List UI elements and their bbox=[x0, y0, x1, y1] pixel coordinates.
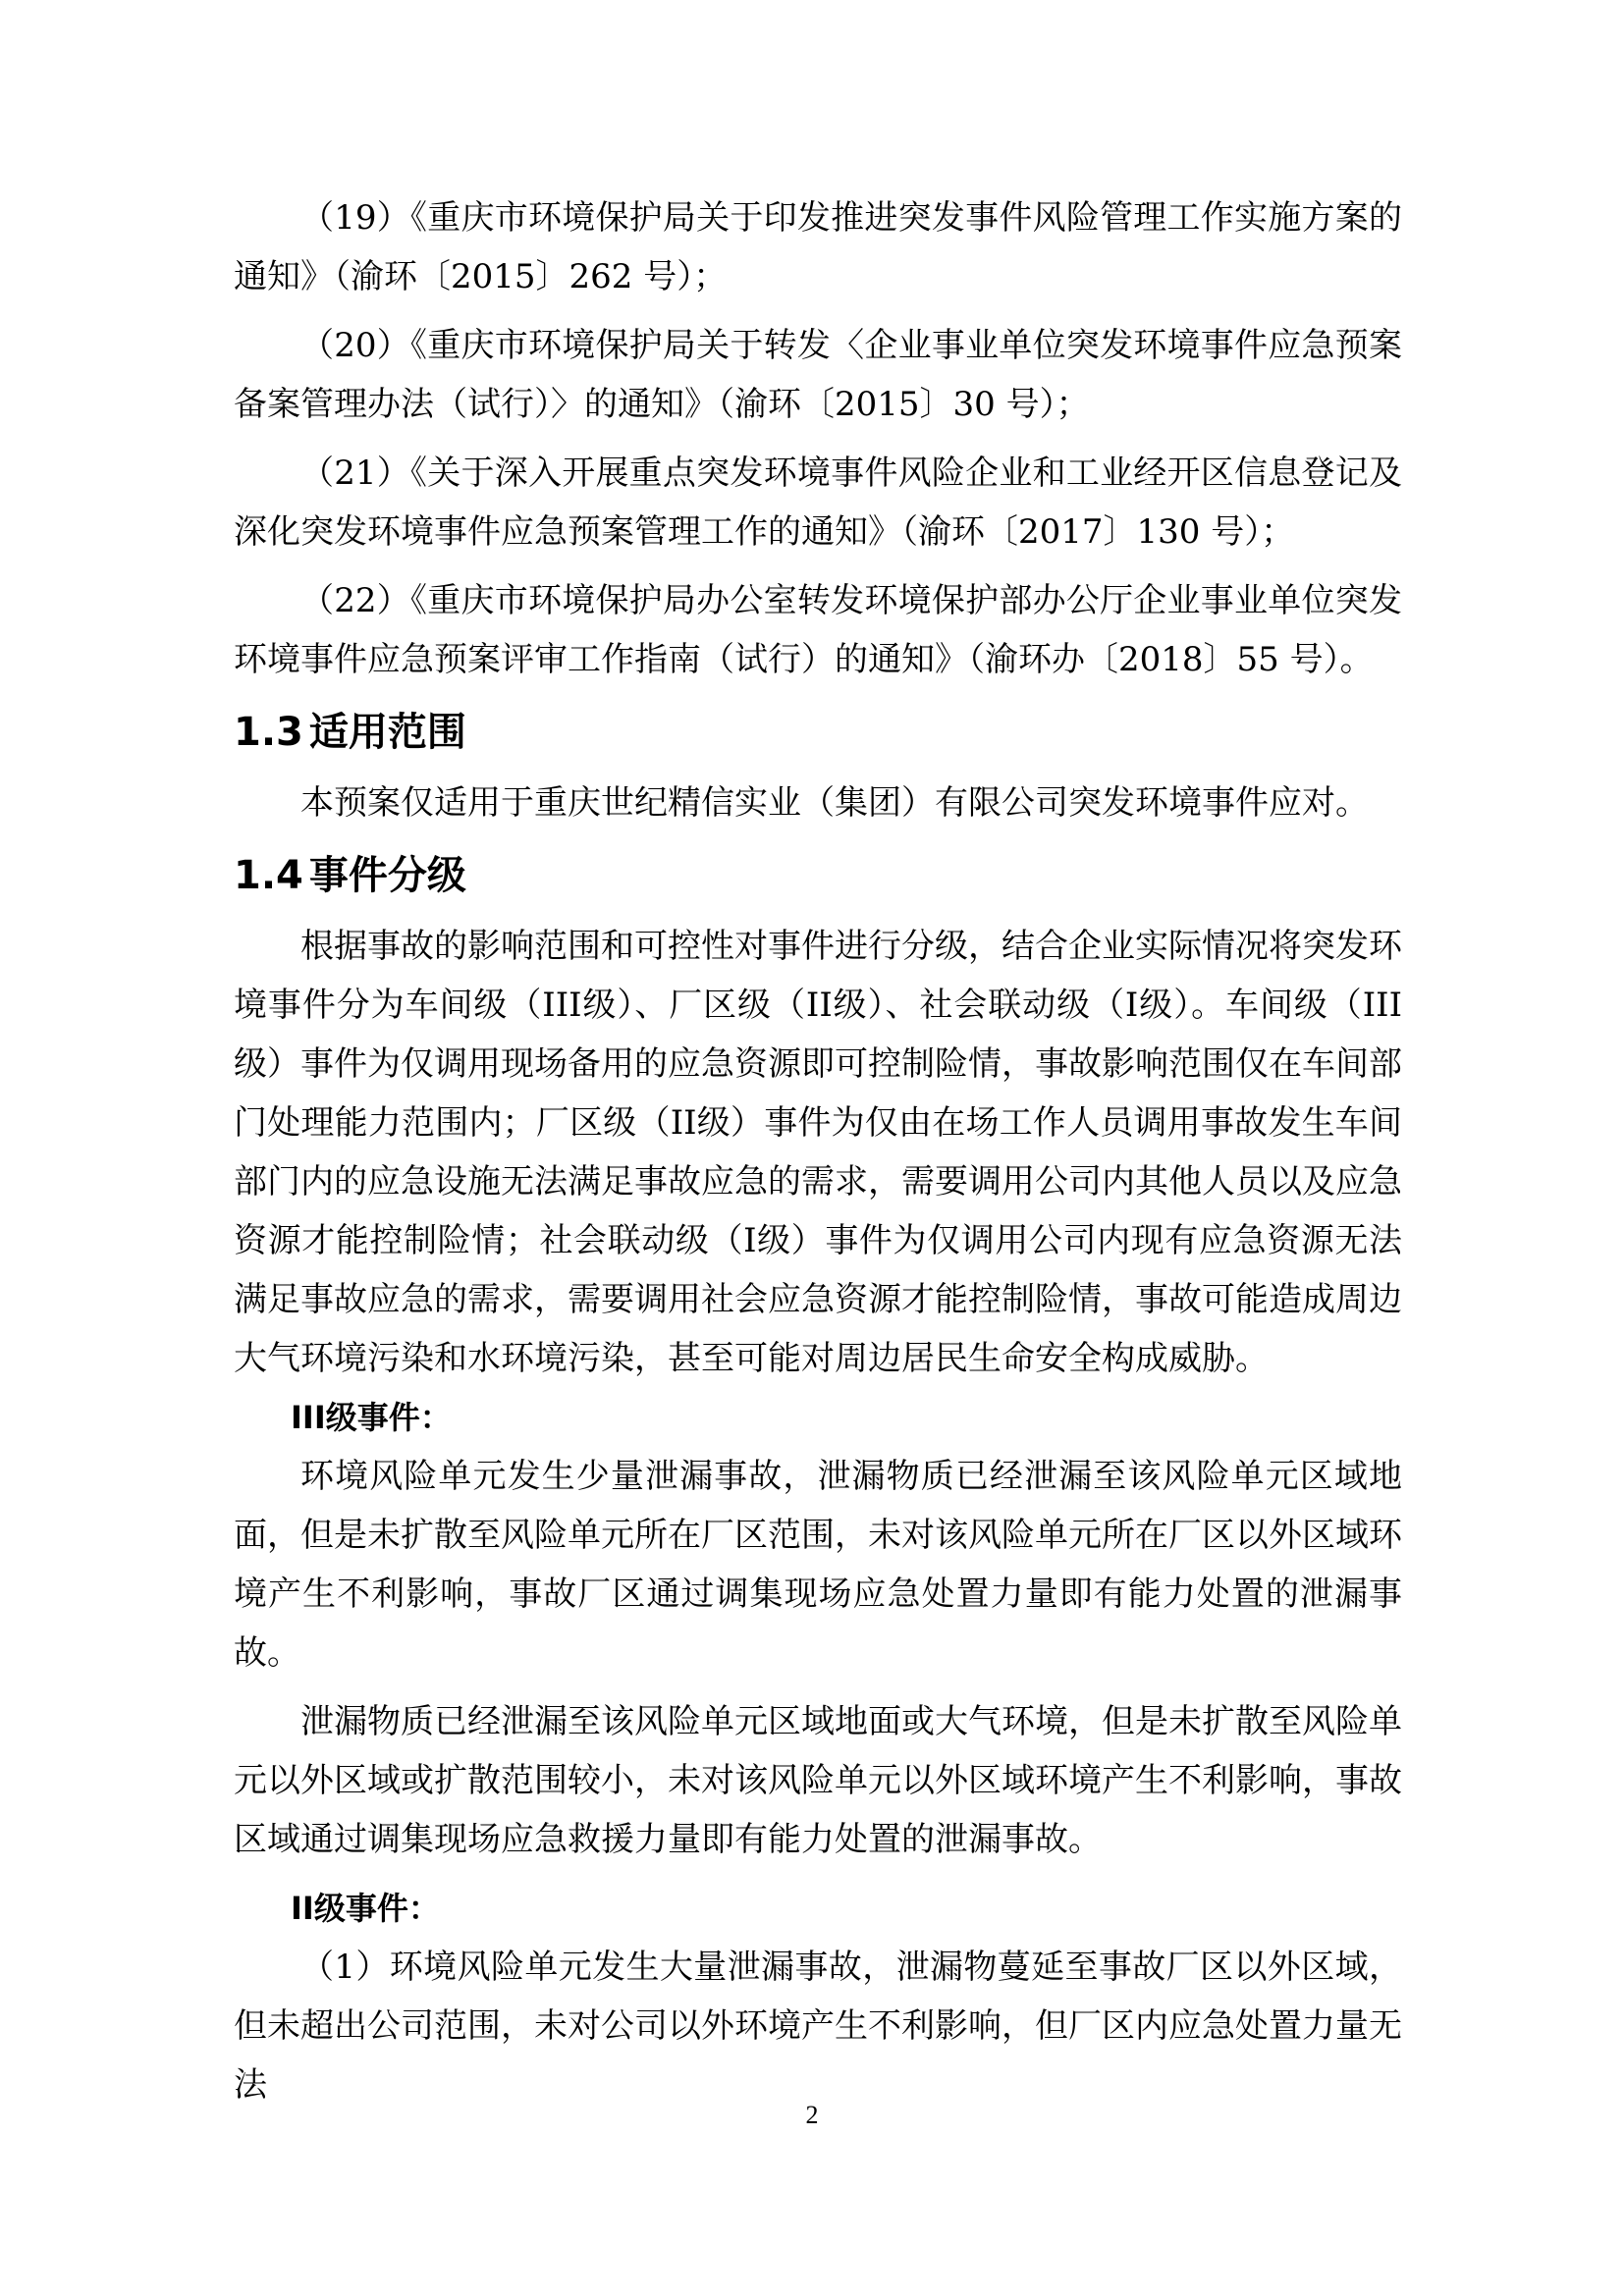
reference-22: （22）《重庆市环境保护局办公室转发环境保护部办公厅企业事业单位突发环境事件应急预案评审工作指南（试行）的通知》（渝环办〔2018〕55 号）。 bbox=[234, 581, 1402, 679]
section-title: 事件分级 bbox=[308, 853, 466, 898]
level-3-heading: III级事件： bbox=[291, 1399, 452, 1436]
reference-19: （19）《重庆市环境保护局关于印发推进突发事件风险管理工作实施方案的通知》（渝环〔2015〕262 号）； bbox=[234, 198, 1402, 296]
section-heading-1-4 bbox=[234, 846, 1402, 905]
section-heading-1-3 bbox=[234, 703, 1402, 762]
reference-21: （21）《关于深入开展重点突发环境事件风险企业和工业经开区信息登记及深化突发环境事件应急预案管理工作的通知》（渝环〔2017〕130 号）； bbox=[234, 454, 1402, 552]
level-3-paragraph-2: 泄漏物质已经泄漏至该风险单元区域地面或大气环境，但是未扩散至风险单元以外区域或扩散范围较小，未对该风险单元以外区域环境产生不利影响，事故区域通过调集现场应急救援力量即有能力处置的泄漏事故。 bbox=[234, 1702, 1402, 1859]
scope-paragraph: 本预案仅适用于重庆世纪精信实业（集团）有限公司突发环境事件应对。 bbox=[300, 783, 1369, 823]
section-number: 1.3 bbox=[234, 710, 303, 755]
reference-20: （20）《重庆市环境保护局关于转发〈企业事业单位突发环境事件应急预案备案管理办法（试行）〉的通知》（渝环〔2015〕30 号）； bbox=[234, 326, 1402, 424]
level-2-paragraph-1: （1）环境风险单元发生大量泄漏事故，泄漏物蔓延至事故厂区以外区域，但未超出公司范围，未对公司以外环境产生不利影响，但厂区内应急处置力量无法 bbox=[234, 1948, 1402, 2105]
section-title: 适用范围 bbox=[308, 710, 466, 755]
document-page bbox=[234, 188, 1402, 2114]
level-2-heading: II级事件： bbox=[291, 1890, 440, 1927]
level-3-paragraph-1: 环境风险单元发生少量泄漏事故，泄漏物质已经泄漏至该风险单元区域地面，但是未扩散至风险单元所在厂区范围，未对该风险单元所在厂区以外区域环境产生不利影响，事故厂区通过调集现场应急处置力量即有能力处置的泄漏事故。 bbox=[234, 1457, 1402, 1673]
section-number: 1.4 bbox=[234, 853, 303, 898]
classification-paragraph: 根据事故的影响范围和可控性对事件进行分级，结合企业实际情况将突发环境事件分为车间级（III级）、厂区级（II级）、社会联动级（I级）。车间级（III级）事件为仅调用现场备用的应急资源即可控制险情，事故影响范围仅在车间部门处理能力范围内；厂区级（II级）事件为仅由在场工作人员调用事故发生车间部门内的应急设施无法满足事故应急的需求，需要调用公司内其他人员以及应急资源才能控制险情；社会联动级（I级）事件为仅调用公司内现有应急资源无法满足事故应急的需求，需要调用社会应急资源才能控制险情，事故可能造成周边大气环境污染和水环境污染，甚至可能对周边居民生命安全构成威胁。 bbox=[234, 927, 1402, 1378]
page-number: 2 bbox=[805, 2101, 819, 2129]
